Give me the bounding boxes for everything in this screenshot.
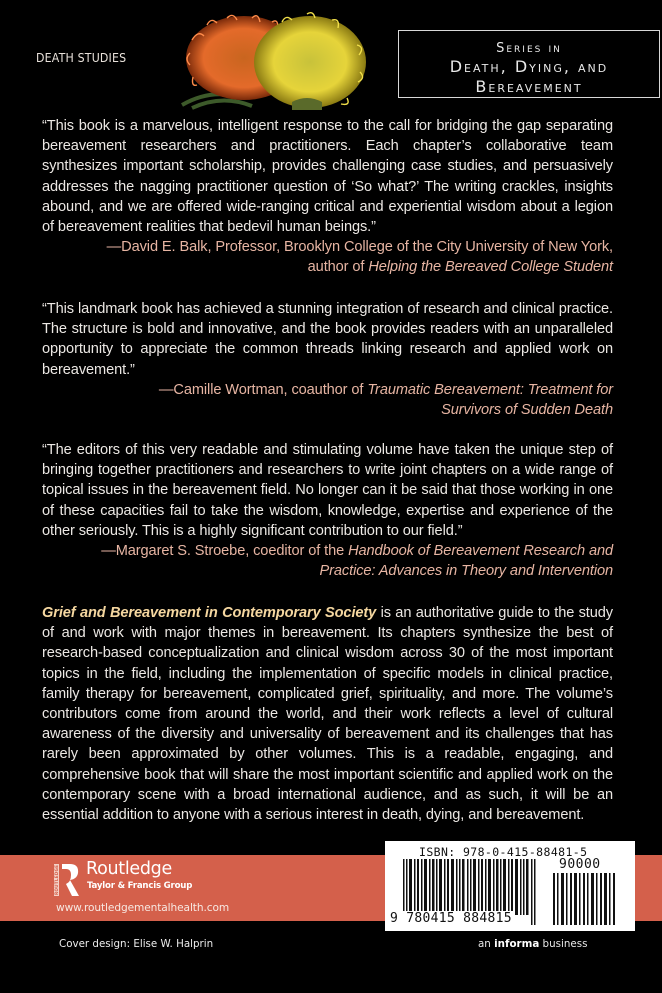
attribution-line xyxy=(42,257,613,277)
description-text xyxy=(42,603,613,825)
book-title: Practice: Advances in Theory and Intervention xyxy=(319,563,613,580)
ean-number: 9 780415 884815 xyxy=(390,911,512,926)
publisher-group: Taylor & Francis Group xyxy=(87,881,193,891)
book-title: Survivors of Sudden Death xyxy=(441,402,613,419)
attribution-line xyxy=(42,380,613,400)
endorsement-2 xyxy=(42,299,613,420)
endorsement-attribution xyxy=(42,237,613,277)
endorsement-quote: “The editors of this very readable and stimulating volume have taken the unique step of bringing together practitioners and researchers to write joint chapters on a wide range of topical issues in the bereavement field. No longer can it be said that those working in one of these capacities fail to take the wisdom, knowledge, expertise and experience of the other seriously. This is a highly significant contribution to our field.” xyxy=(42,442,613,539)
attribution-prefix: author of xyxy=(307,259,369,276)
publisher-url[interactable]: www.routledgementalhealth.com xyxy=(56,902,230,914)
endorsement-quote: “This landmark book has achieved a stunning integration of research and clinical practice. The structure is bold and innovative, and the book provides readers with an unparalleled opportunity to appreciate the common threads linking research and applied work on bereavement.” xyxy=(42,301,613,378)
series-line-1: Series in xyxy=(496,41,562,56)
informa-brand: informa xyxy=(494,938,540,950)
svg-text:ROUTLEDGE: ROUTLEDGE xyxy=(54,864,60,895)
protea-flowers-image xyxy=(172,10,368,110)
attribution-line: —David E. Balk, Professor, Brooklyn College of the City University of New York, xyxy=(106,239,613,256)
isbn-barcode xyxy=(385,841,635,931)
informa-business-tagline xyxy=(478,938,587,950)
endorsement-attribution xyxy=(42,541,613,581)
series-title-box xyxy=(398,30,660,98)
cover-design-credit: Cover design: Elise W. Halprin xyxy=(59,938,214,950)
series-tag: DEATH STUDIES xyxy=(36,50,127,65)
book-title: Handbook of Bereavement Research and xyxy=(348,543,613,560)
informa-prefix: an xyxy=(478,938,495,950)
price-barcode-bars xyxy=(553,873,617,925)
informa-suffix: business xyxy=(539,938,588,950)
attribution-prefix: —Margaret S. Stroebe, coeditor of the xyxy=(101,543,349,560)
attribution-line xyxy=(42,541,613,561)
attribution-line xyxy=(42,561,613,581)
isbn-label: ISBN: 978-0-415-88481-5 xyxy=(419,845,588,859)
attribution-prefix: —Camille Wortman, coauthor of xyxy=(158,381,368,398)
series-line-2: Death, Dying, and xyxy=(449,57,609,76)
price-code: 90000 xyxy=(559,857,601,872)
description-body: is an authoritative guide to the study of and work with major themes in bereavement. Its chapters synthesize the best of research-based conceptualization and clinical wisdom across 30 of the most important topics in the field, including the implementation of specific models in clinical practice, family therapy for bereavement, complicated grief, spirituality, and more. The volume’s contributors come from around the world, and their work reflects a level of cultural awareness of the diversity and universality of bereavement and its challenges that has rarely been approximated by other volumes. This is a readable, engaging, and comprehensive book that will share the most important scientific and applied work on the contemporary scene with a broad international audience, and as such, it will be an essential addition to anyone with a serious interest in death, dying, and bereavement. xyxy=(42,605,613,824)
endorsement-quote: “This book is a marvelous, intelligent response to the call for bridging the gap separating bereavement researchers and practitioners. Each chapter’s collaborative team synthesizes important scholarship, provides challenging case studies, and persuasively addresses the nagging practitioner question of ‘So what?’ The writing crackles, insights abound, and we are offered wide-ranging critical and experiential wisdom about a legion of bereavement realities that bedevil human beings.” xyxy=(42,118,613,236)
description-book-title: Grief and Bereavement in Contemporary Society xyxy=(42,605,377,621)
attribution-line xyxy=(42,400,613,420)
endorsement-3 xyxy=(42,440,613,581)
endorsement-attribution xyxy=(42,380,613,420)
publisher-name: Routledge xyxy=(86,859,172,879)
series-line-3: Bereavement xyxy=(475,77,583,96)
book-title: Traumatic Bereavement: Treatment for xyxy=(367,381,613,398)
routledge-logo-icon xyxy=(54,862,80,898)
book-title: Helping the Bereaved College Student xyxy=(368,259,613,276)
endorsement-1 xyxy=(42,116,613,278)
book-description xyxy=(42,603,613,825)
